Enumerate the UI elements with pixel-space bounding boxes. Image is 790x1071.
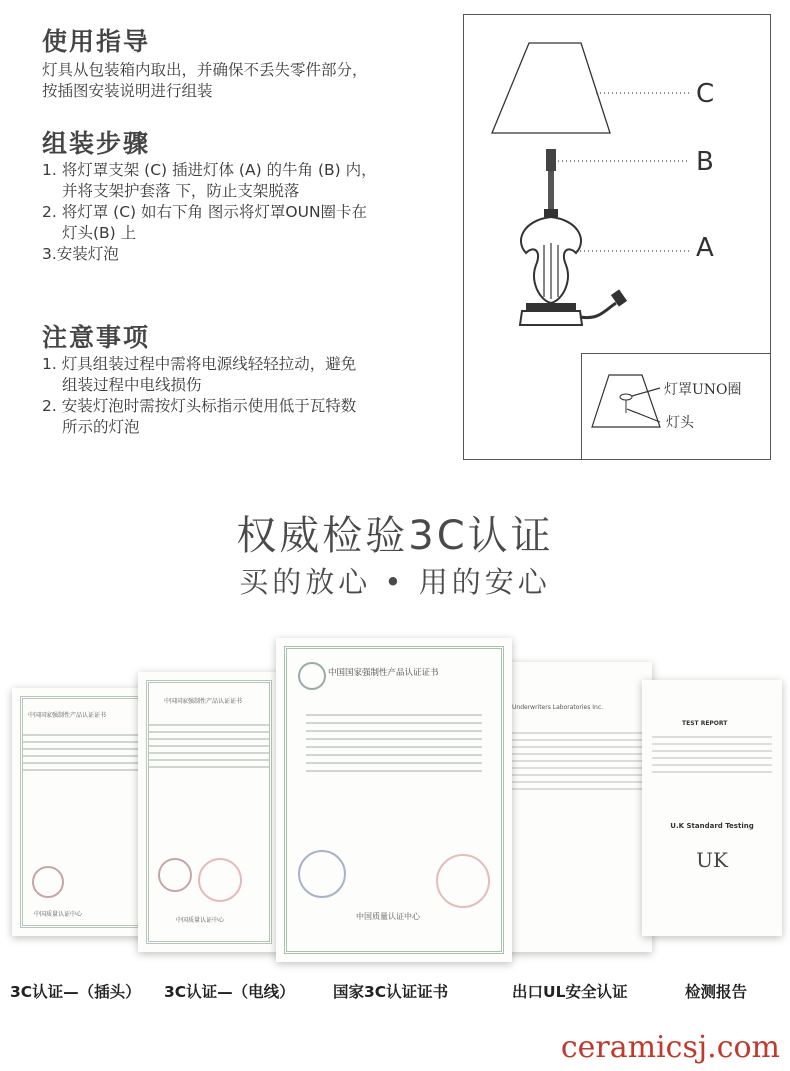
- assembly-steps: [42, 160, 377, 265]
- guide-line: 灯具从包装箱内取出，并确保不丢失零件部分，: [42, 61, 368, 79]
- caption-plug: 3C认证—（插头）: [10, 983, 141, 1001]
- caption-ul: 出口UL安全认证: [512, 983, 628, 1001]
- cert-national: [276, 638, 512, 962]
- caption-national: 国家3C认证证书: [333, 983, 449, 1001]
- neck: [548, 171, 554, 211]
- cert-slogan: 买的放心 • 用的安心: [239, 565, 551, 599]
- assembly-heading: 组装步骤: [42, 129, 151, 158]
- cord: [580, 303, 616, 318]
- base: [520, 311, 582, 325]
- cert-national-center: 中国质量认证中心: [356, 912, 420, 921]
- red-stamp-icon: [436, 854, 490, 908]
- watermark: ceramicsj.com: [560, 1030, 780, 1065]
- assembly-line: 1. 将灯罩支架 (C) 插进灯体 (A) 的牛角 (B) 内，: [42, 161, 377, 179]
- guide-text: [42, 60, 368, 102]
- cert-wire-center: 中国质量认证中心: [176, 917, 225, 924]
- knob: [544, 209, 558, 217]
- cert-title: 权威检验3C认证: [236, 513, 554, 559]
- caption-report: 检测报告: [685, 983, 748, 1001]
- uk-logo: UK: [696, 848, 728, 872]
- notes-line: 组装过程中电线损伤: [62, 376, 202, 394]
- assembly-line: 并将支架护套落 下，防止支架脱落: [62, 182, 300, 200]
- ccc-seal-icon: [32, 866, 64, 898]
- inset-ring-label: 灯罩UNO圈: [664, 382, 742, 398]
- socket: [546, 149, 556, 171]
- cert-ul: [502, 662, 652, 952]
- inset-head-label: 灯头: [666, 415, 694, 431]
- label-c: C: [696, 79, 715, 109]
- inset-box: [581, 353, 771, 460]
- assembly-line: 3.安装灯泡: [42, 245, 119, 263]
- cert-uk-footer: U.K Standard Testing: [670, 822, 754, 830]
- cert-uk: [642, 680, 782, 936]
- notes-line: 2. 安装灯泡时需按灯头标指示使用低于瓦特数: [42, 397, 357, 415]
- notes-line: 1. 灯具组装过程中需将电源线轻轻拉动，避免: [42, 355, 357, 373]
- cert-ul-company: Underwriters Laboratories Inc.: [512, 704, 604, 711]
- base-top: [526, 303, 576, 311]
- ccc-logo-icon: [298, 662, 326, 690]
- notes-heading: 注意事项: [42, 323, 151, 352]
- ccc-seal-icon: [298, 850, 346, 898]
- cert-uk-report: TEST REPORT: [682, 720, 728, 727]
- guide-heading: 使用指导: [42, 27, 151, 56]
- assembly-line: 2. 将灯罩 (C) 如右下角 图示将灯罩OUN圈卡在: [42, 203, 368, 221]
- label-b: B: [696, 147, 714, 177]
- assembly-line: 灯头(B) 上: [62, 224, 137, 242]
- cert-plug: [12, 688, 154, 936]
- cert-national-title: 中国国家强制性产品认证证书: [328, 668, 439, 678]
- ccc-seal-icon: [158, 858, 192, 892]
- label-a: A: [696, 233, 714, 263]
- cert-wire: [138, 672, 280, 952]
- guide-line: 按插图安装说明进行组装: [42, 82, 213, 100]
- notes-line: 所示的灯泡: [62, 418, 140, 436]
- cert-wire-title: 中国国家强制性产品认证证书: [164, 698, 243, 705]
- caption-wire: 3C认证—（电线）: [164, 983, 295, 1001]
- cert-plug-title: 中国国家强制性产品认证证书: [28, 712, 107, 719]
- notes-list: [42, 354, 356, 438]
- cert-plug-center: 中国质量认证中心: [34, 911, 83, 918]
- shade-shape: [492, 43, 610, 133]
- red-stamp-icon: [198, 858, 242, 902]
